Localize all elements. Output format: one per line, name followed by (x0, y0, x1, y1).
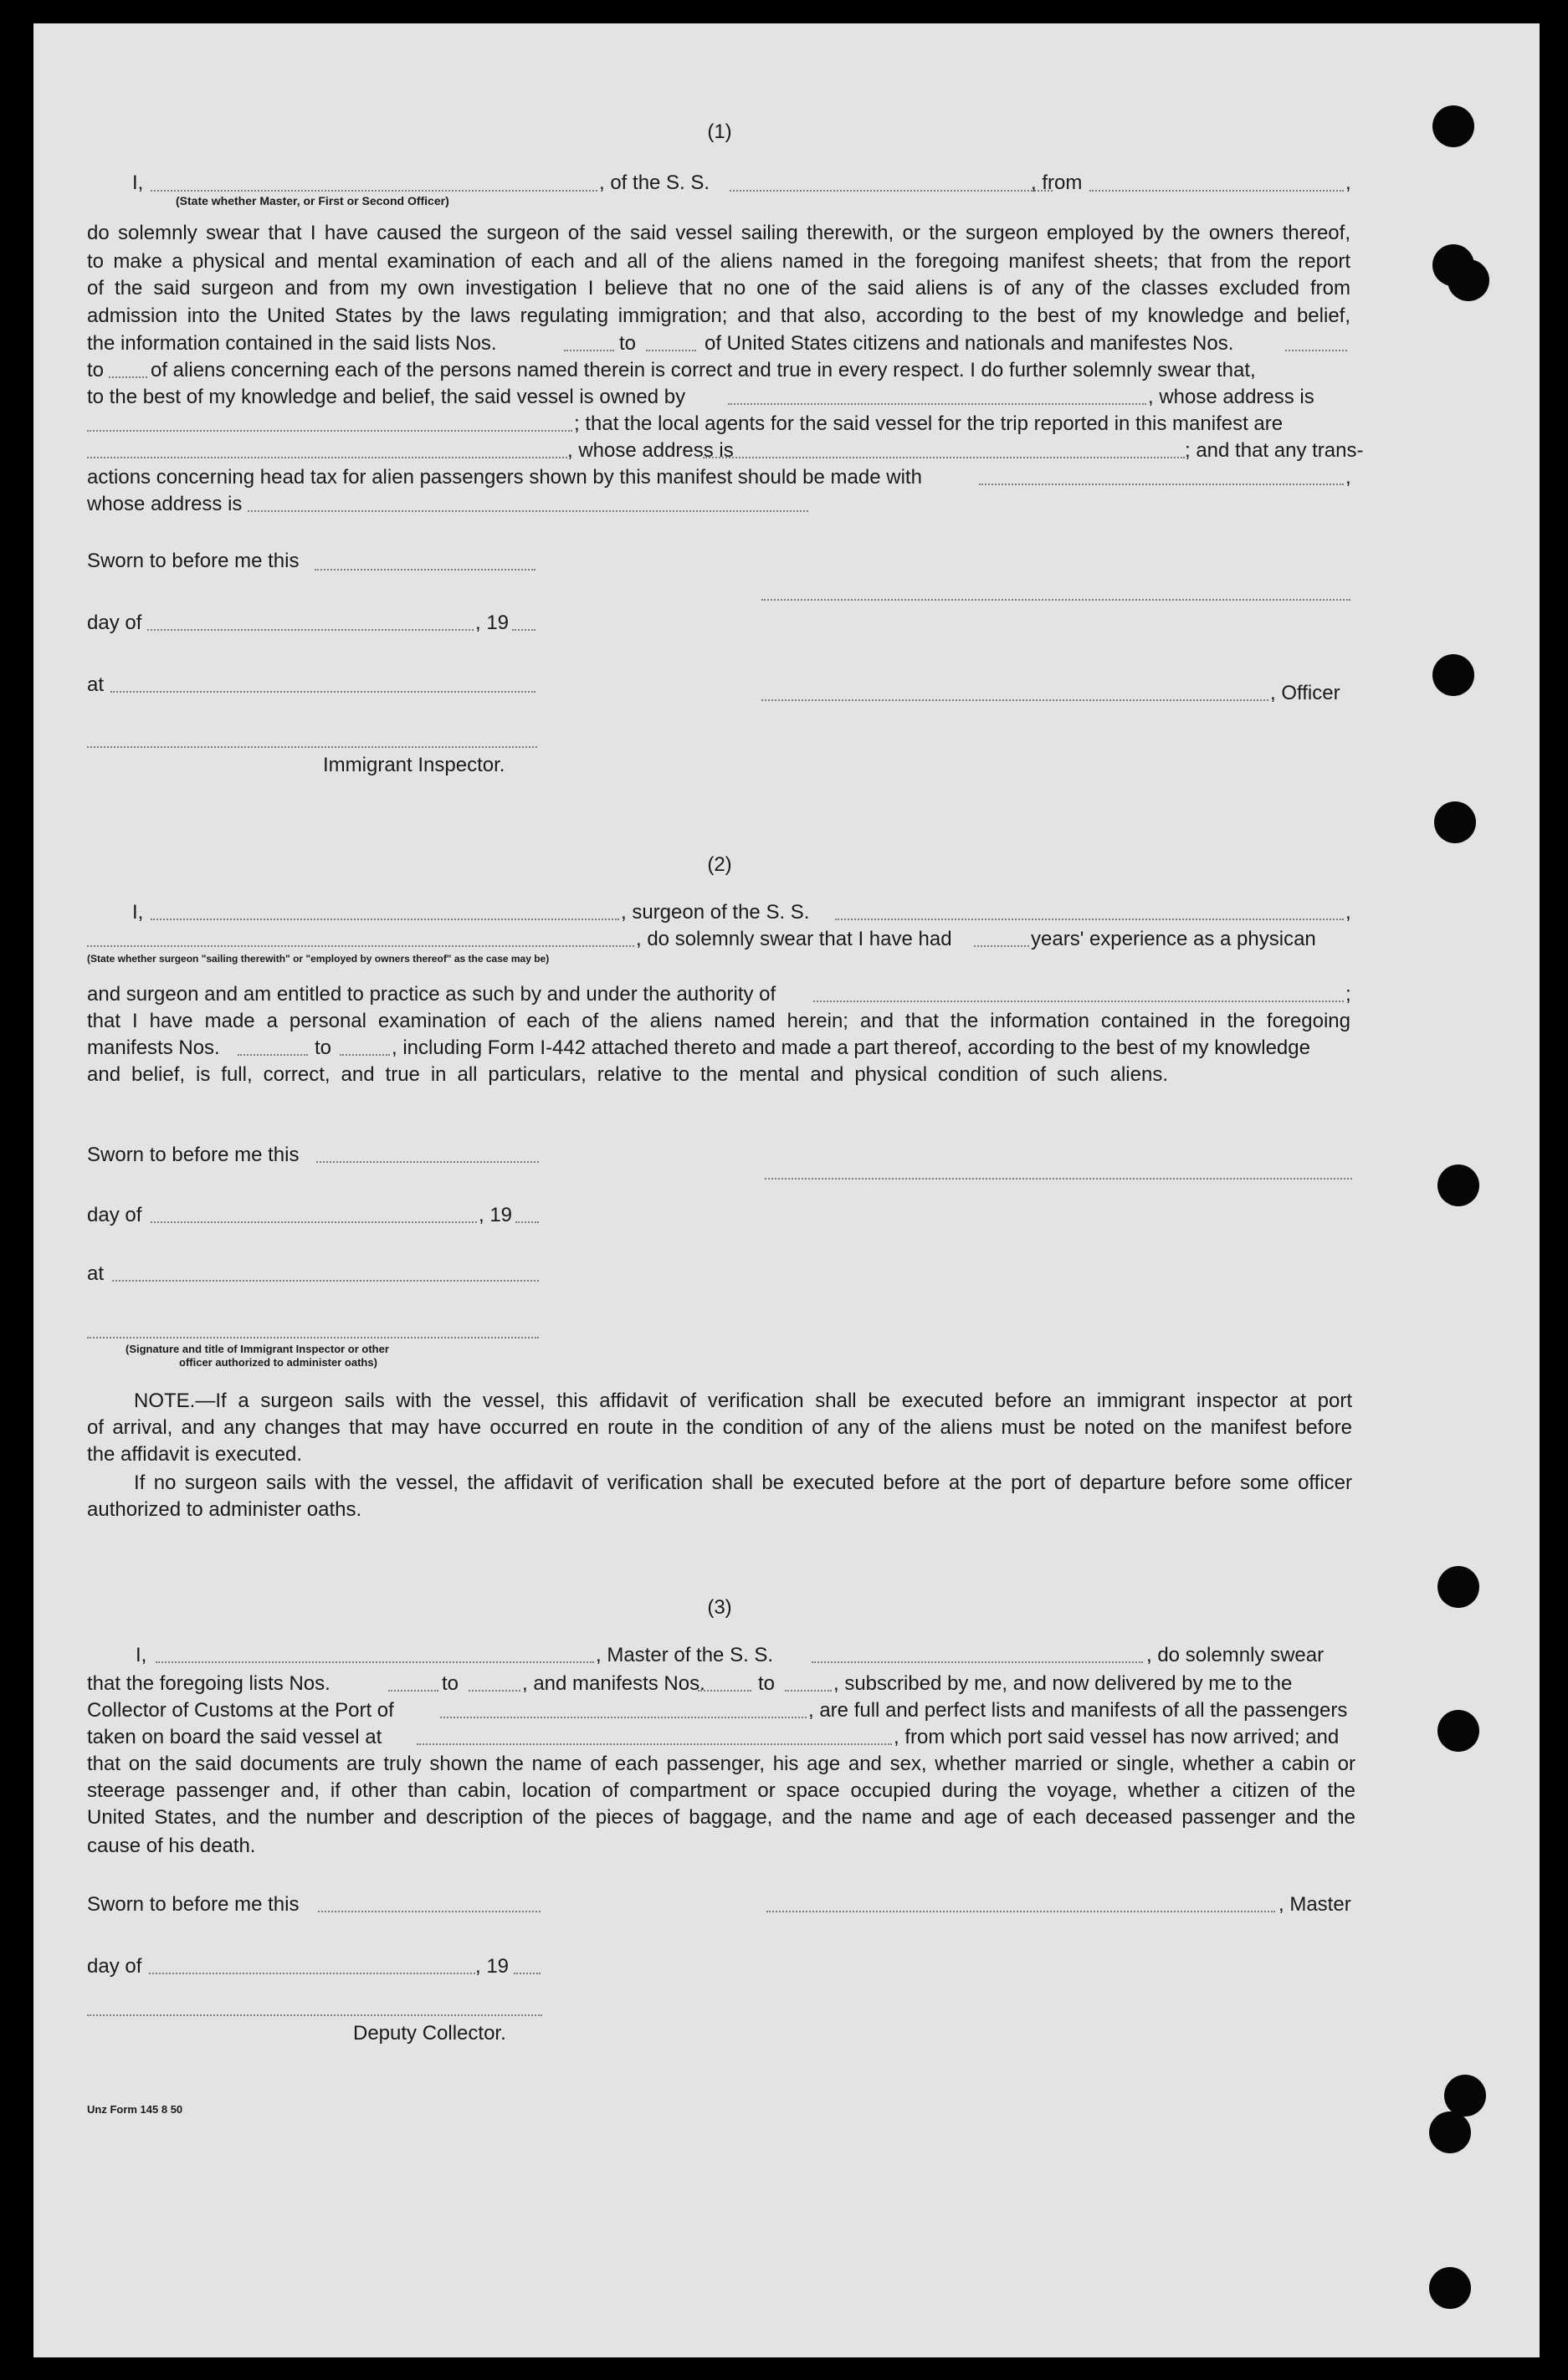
text: of United States citizens and nationals and manifestes Nos. (705, 332, 1234, 355)
paragraph-line: cause of his death. (87, 1835, 256, 1857)
day-of-field[interactable] (149, 1973, 475, 1974)
text: , including Form I-442 attached thereto and made a part thereof, according to the best of my knowledge (392, 1036, 1310, 1059)
sworn-date-field[interactable] (316, 1161, 539, 1163)
text: , 19 (475, 612, 510, 634)
text: ; that the local agents for the said vessel for the trip reported in this manifest are (574, 412, 1284, 435)
manifest-to-field[interactable] (340, 1054, 390, 1056)
officer-signature-line[interactable] (761, 599, 1350, 601)
paragraph-line: to make a physical and mental examination of each and all of the aliens named in the foregoing manifest sheets; that from the report (87, 250, 1350, 273)
text: Immigrant Inspector. (323, 754, 505, 776)
paragraph-line: steerage passenger and, if other than cabin, location of compartment or space occupied during the voyage, whether a citizen of the (87, 1779, 1355, 1802)
text: , whose address is (1148, 386, 1314, 408)
customs-port-field[interactable] (440, 1717, 807, 1718)
punch-hole (1432, 105, 1474, 147)
text: , (1345, 901, 1351, 924)
manifest-to-field[interactable] (109, 376, 147, 378)
boarding-port-field[interactable] (417, 1743, 892, 1745)
field-note: (State whether Master, or First or Second Officer) (176, 194, 449, 207)
year-field[interactable] (514, 1973, 541, 1974)
text: , do solemnly swear that I have had (636, 928, 952, 950)
text: Deputy Collector. (353, 2022, 506, 2045)
surgeon-type-field[interactable] (87, 945, 634, 947)
text: manifests Nos. (87, 1036, 220, 1059)
note-line: authorized to administer oaths. (87, 1498, 362, 1521)
punch-hole (1448, 259, 1489, 301)
text: and surgeon and am entitled to practice as such by and under the authority of (87, 983, 776, 1006)
vessel-name-field[interactable] (812, 1661, 1143, 1663)
deputy-signature-line[interactable] (87, 2014, 542, 2016)
text: I, (136, 1644, 147, 1666)
master-signature-field[interactable] (766, 1911, 1275, 1912)
manifest-to-field[interactable] (785, 1690, 832, 1692)
text: of aliens concerning each of the persons named therein is correct and true in every respect. I do further solemnly swear that, (151, 359, 1256, 381)
signature-note: (Signature and title of Immigrant Inspector or other (126, 1343, 389, 1355)
local-agents-field[interactable] (87, 457, 567, 458)
text: at (87, 673, 105, 696)
text: , are full and perfect lists and manifests of all the passengers (808, 1699, 1348, 1722)
citizen-list-from-field[interactable] (564, 350, 614, 351)
paragraph-line: do solemnly swear that I have caused the surgeon of the said vessel sailing therewith, or the surgeon employed by the owners thereof, (87, 222, 1350, 244)
punch-hole (1429, 2267, 1471, 2309)
paragraph-line: and belief, is full, correct, and true in all particulars, relative to the mental and physical condition of such aliens. (87, 1063, 1168, 1086)
year-field[interactable] (512, 629, 535, 631)
manifest-from-field[interactable] (238, 1054, 308, 1056)
vessel-name-field[interactable] (835, 919, 1344, 920)
manifest-affidavit-page (33, 23, 1540, 2357)
note-line: NOTE.—If a surgeon sails with the vessel, this affidavit of verification shall be executed before an immigrant inspector at port (134, 1390, 1352, 1412)
text: , subscribed by me, and now delivered by me to the (833, 1672, 1293, 1695)
signature-note: officer authorized to administer oaths) (179, 1356, 377, 1369)
text: , 19 (475, 1955, 510, 1978)
text: , Officer (1270, 682, 1340, 704)
text: that the foregoing lists Nos. (87, 1672, 331, 1695)
form-id: Unz Form 145 8 50 (87, 2103, 183, 2116)
text: ; (1345, 983, 1351, 1006)
text: the information contained in the said lists Nos. (87, 332, 497, 355)
surgeon-name-field[interactable] (151, 919, 619, 920)
years-experience-field[interactable] (974, 945, 1029, 947)
year-field[interactable] (515, 1221, 539, 1223)
text: day of (87, 1955, 142, 1978)
officer-title-field[interactable] (151, 190, 597, 192)
text: , of the S. S. (599, 171, 710, 194)
text: Sworn to before me this (87, 1893, 300, 1916)
section-number: (2) (707, 853, 732, 876)
text: , surgeon of the S. S. (621, 901, 810, 924)
punch-hole (1434, 801, 1476, 843)
paragraph-line: admission into the United States by the laws regulating immigration; and that also, according to the best of my knowledge and belief, (87, 305, 1350, 327)
text: to (758, 1672, 776, 1695)
text: day of (87, 612, 142, 634)
master-name-field[interactable] (156, 1661, 594, 1663)
manifest-from-field[interactable] (698, 1690, 751, 1692)
day-of-field[interactable] (147, 629, 474, 631)
authority-field[interactable] (813, 1001, 1344, 1002)
departure-port-field[interactable] (1089, 190, 1344, 192)
surgeon-signature-line[interactable] (765, 1178, 1352, 1180)
punch-hole (1437, 1566, 1479, 1608)
text: , (1345, 171, 1351, 194)
note-line: the affidavit is executed. (87, 1443, 303, 1466)
text: , and manifests Nos. (522, 1672, 705, 1695)
note-line: of arrival, and any changes that may have occurred en route in the condition of any of the aliens must be noted on the manifest before (87, 1416, 1352, 1439)
text: , Master (1278, 1893, 1351, 1916)
text: to (442, 1672, 459, 1695)
list-from-field[interactable] (388, 1690, 438, 1692)
paragraph-line: United States, and the number and description of the pieces of baggage, and the name and age of each deceased passenger and the (87, 1806, 1355, 1829)
manifest-no-field[interactable] (1285, 350, 1347, 351)
vessel-name-field[interactable] (730, 190, 1053, 192)
text: I, (132, 171, 144, 194)
paragraph-line: of the said surgeon and from my own investigation I believe that no one of the said aliens is of any of the classes excluded from (87, 277, 1350, 299)
text: Collector of Customs at the Port of (87, 1699, 394, 1722)
agents-address-field[interactable] (703, 457, 1185, 458)
field-note: (State whether surgeon "sailing therewith" or "employed by owners thereof" as the case may be) (87, 953, 550, 965)
paragraph-line: that on the said documents are truly shown the name of each passenger, his age and sex, whether married or single, whether a cabin or (87, 1753, 1355, 1775)
punch-hole (1432, 654, 1474, 696)
text: taken on board the said vessel at (87, 1726, 382, 1748)
head-tax-contact-field[interactable] (979, 484, 1344, 485)
owner-field[interactable] (728, 403, 1146, 405)
text: I, (132, 901, 144, 924)
text: to (315, 1036, 332, 1059)
punch-hole (1437, 1710, 1479, 1752)
text: , from which port said vessel has now arrived; and (894, 1726, 1340, 1748)
text: ; and that any trans- (1185, 439, 1364, 462)
text: years' experience as a physican (1031, 928, 1316, 950)
sworn-date-field[interactable] (318, 1911, 541, 1912)
text: , (1345, 466, 1351, 489)
punch-hole (1429, 2111, 1471, 2153)
text: day of (87, 1204, 142, 1226)
paragraph-line: that I have made a personal examination of each of the aliens named herein; and that the information contained in the foregoing (87, 1010, 1350, 1032)
text: actions concerning head tax for alien passengers shown by this manifest should be made with (87, 466, 922, 489)
sworn-date-field[interactable] (315, 569, 535, 571)
text: at (87, 1262, 105, 1285)
text: , do solemnly swear (1146, 1644, 1325, 1666)
section-number: (1) (707, 120, 732, 143)
punch-hole (1437, 1164, 1479, 1206)
day-of-field[interactable] (151, 1221, 477, 1223)
section-number: (3) (707, 1596, 732, 1619)
text: , whose address is (567, 439, 734, 462)
text: Sworn to before me this (87, 550, 300, 572)
text: , 19 (479, 1204, 513, 1226)
text: whose address is (87, 493, 243, 515)
inspector-signature-line[interactable] (87, 746, 537, 748)
text: , from (1031, 171, 1083, 194)
text: to the best of my knowledge and belief, the said vessel is owned by (87, 386, 686, 408)
punch-hole (1444, 2075, 1486, 2116)
text: to (619, 332, 637, 355)
at-place-field[interactable] (110, 691, 535, 693)
note-line: If no surgeon sails with the vessel, the affidavit of verification shall be executed before at the port of departure before some officer (134, 1472, 1352, 1494)
text: Sworn to before me this (87, 1144, 300, 1166)
list-to-field[interactable] (469, 1690, 520, 1692)
inspector-signature-line[interactable] (87, 1337, 539, 1338)
text: to (87, 359, 105, 381)
head-tax-address-field[interactable] (248, 510, 808, 512)
citizen-list-to-field[interactable] (646, 350, 696, 351)
officer-signature-field[interactable] (761, 699, 1268, 701)
text: , Master of the S. S. (596, 1644, 774, 1666)
owner-address-field[interactable] (87, 430, 572, 432)
at-place-field[interactable] (112, 1280, 539, 1282)
